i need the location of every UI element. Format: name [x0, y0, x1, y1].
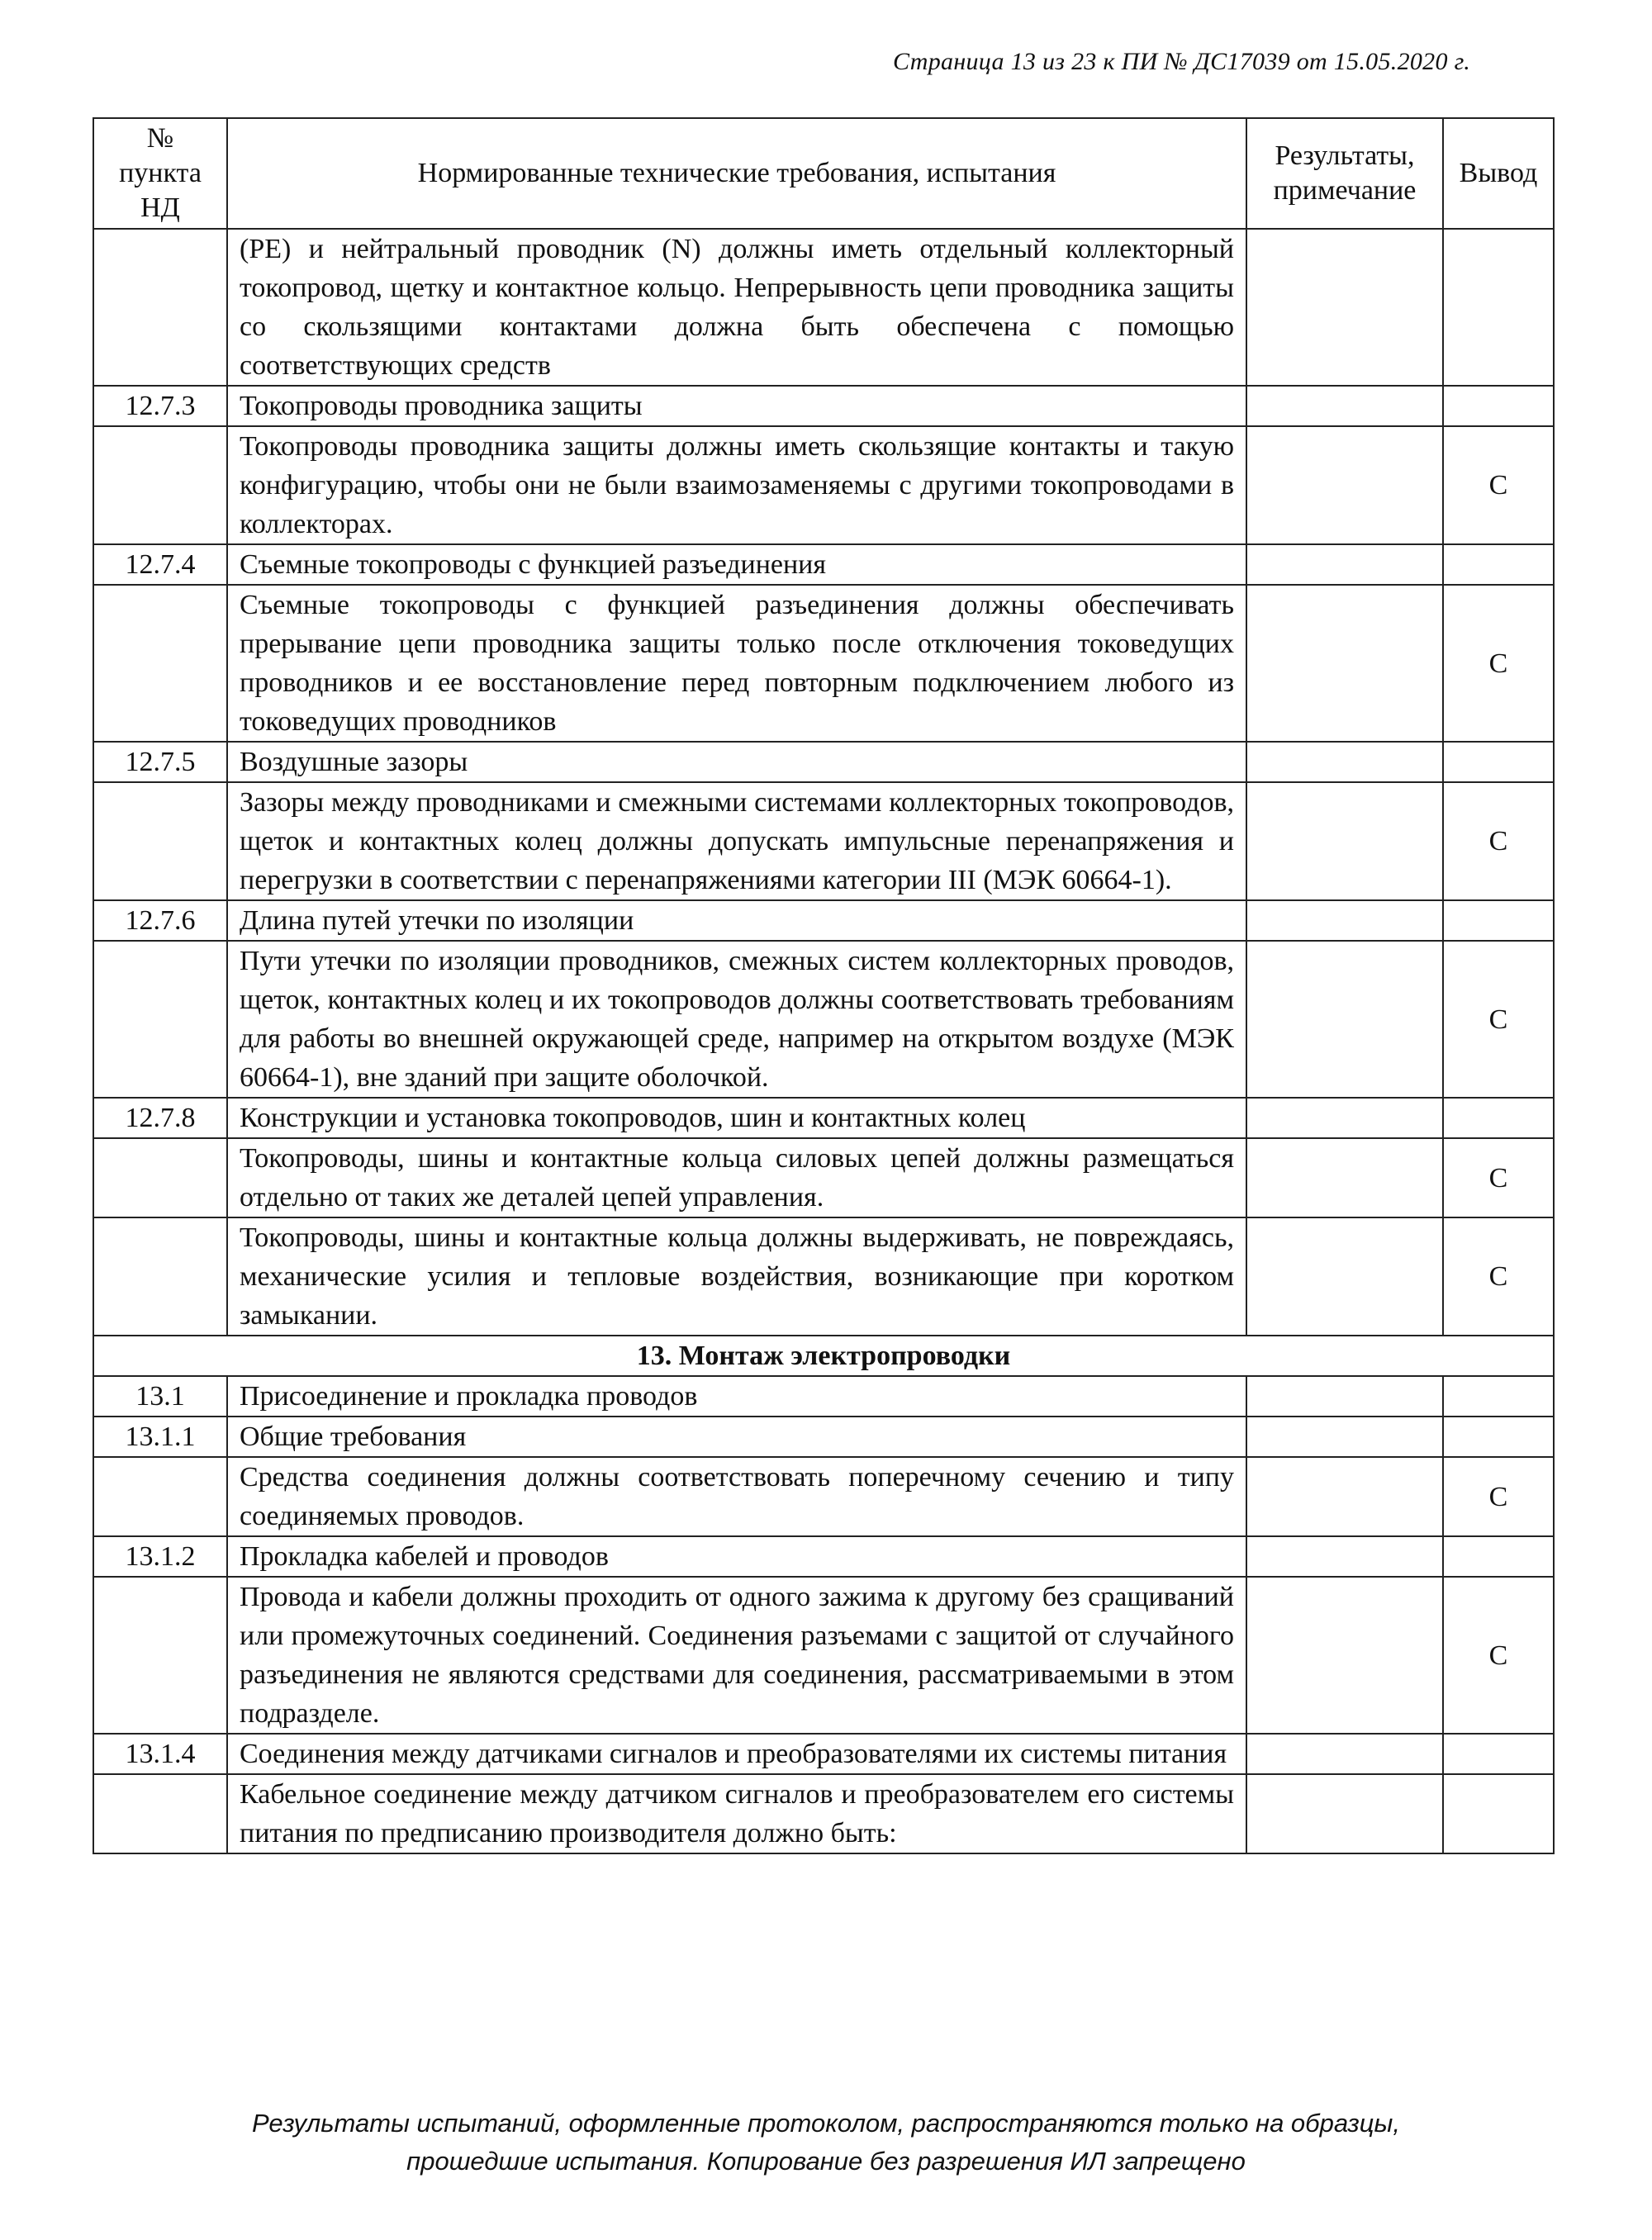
requirement-text: (PE) и нейтральный проводник (N) должны иметь отдельный коллекторный токопровод, щетку и контактное кольцо. Непрерывность цепи проводника защиты со скользящими контактами должна быть обеспечена с помощью соответствующих средств [227, 229, 1246, 386]
result-note [1246, 1138, 1443, 1217]
result-note [1246, 1734, 1443, 1774]
footer-disclaimer [0, 2105, 1652, 2181]
section-title: 13. Монтаж электропроводки [93, 1336, 1554, 1376]
table-header-row [93, 118, 1554, 229]
table-row [93, 386, 1554, 426]
column-header-results: Результаты, примечание [1246, 118, 1443, 229]
verdict [1443, 900, 1554, 941]
clause-number: 12.7.3 [93, 386, 227, 426]
requirement-text: Съемные токопроводы с функцией разъединения должны обеспечивать прерывание цепи проводника защиты только после отключения токоведущих проводников и ее восстановление перед повторным подключением любого из токоведущих проводников [227, 585, 1246, 742]
requirement-text: Присоединение и прокладка проводов [227, 1376, 1246, 1417]
requirement-text: Токопроводы, шины и контактные кольца силовых цепей должны размещаться отдельно от таких же деталей цепей управления. [227, 1138, 1246, 1217]
result-note [1246, 1774, 1443, 1853]
requirement-text: Общие требования [227, 1417, 1246, 1457]
clause-number: 13.1 [93, 1376, 227, 1417]
clause-number [93, 782, 227, 900]
clause-number [93, 585, 227, 742]
footer-line-1: Результаты испытаний, оформленные протоколом, распространяются только на образцы, [252, 2109, 1400, 2138]
requirement-text: Средства соединения должны соответствовать поперечному сечению и типу соединяемых проводов. [227, 1457, 1246, 1536]
clause-number [93, 1774, 227, 1853]
verdict: С [1443, 782, 1554, 900]
table-row [93, 1774, 1554, 1853]
verdict [1443, 1376, 1554, 1417]
verdict: С [1443, 1457, 1554, 1536]
column-header-requirements: Нормированные технические требования, испытания [227, 118, 1246, 229]
clause-number [93, 229, 227, 386]
requirement-text: Длина путей утечки по изоляции [227, 900, 1246, 941]
clause-number: 13.1.4 [93, 1734, 227, 1774]
table-row [93, 1098, 1554, 1138]
result-note [1246, 426, 1443, 544]
verdict [1443, 229, 1554, 386]
result-note [1246, 1417, 1443, 1457]
table-row [93, 900, 1554, 941]
clause-number: 12.7.8 [93, 1098, 227, 1138]
page-header: Страница 13 из 23 к ПИ № ДС17039 от 15.05.2020 г. [893, 48, 1470, 75]
clause-number: 12.7.4 [93, 544, 227, 585]
clause-number [93, 1457, 227, 1536]
result-note [1246, 1457, 1443, 1536]
table-row [93, 585, 1554, 742]
result-note [1246, 1577, 1443, 1734]
table-row [93, 1734, 1554, 1774]
table-row [93, 742, 1554, 782]
table-row [93, 426, 1554, 544]
requirement-text: Токопроводы проводника защиты должны иметь скользящие контакты и такую конфигурацию, чтобы они не были взаимозаменяемы с другими токопроводами в коллекторах. [227, 426, 1246, 544]
clause-number [93, 426, 227, 544]
clause-number [93, 1577, 227, 1734]
requirement-text: Конструкции и установка токопроводов, шин и контактных колец [227, 1098, 1246, 1138]
requirement-text: Съемные токопроводы с функцией разъединения [227, 544, 1246, 585]
column-header-clause: № пункта НД [93, 118, 227, 229]
requirement-text: Кабельное соединение между датчиком сигналов и преобразователем его системы питания по предписанию производителя должно быть: [227, 1774, 1246, 1853]
result-note [1246, 544, 1443, 585]
requirement-text: Токопроводы, шины и контактные кольца должны выдерживать, не повреждаясь, механические усилия и тепловые воздействия, возникающие при коротком замыкании. [227, 1217, 1246, 1336]
verdict [1443, 1734, 1554, 1774]
requirements-table [93, 117, 1555, 1854]
result-note [1246, 782, 1443, 900]
table-row [93, 941, 1554, 1098]
table-row [93, 229, 1554, 386]
requirement-text: Провода и кабели должны проходить от одного зажима к другому без сращиваний или промежуточных соединений. Соединения разъемами с защитой от случайного разъединения не являются средствами для соединения, рассматриваемыми в этом подразделе. [227, 1577, 1246, 1734]
verdict [1443, 1098, 1554, 1138]
table-row [93, 1376, 1554, 1417]
verdict [1443, 1536, 1554, 1577]
result-note [1246, 585, 1443, 742]
requirement-text: Токопроводы проводника защиты [227, 386, 1246, 426]
requirement-text: Прокладка кабелей и проводов [227, 1536, 1246, 1577]
table-row [93, 782, 1554, 900]
result-note [1246, 900, 1443, 941]
table-row [93, 1138, 1554, 1217]
table-row [93, 1417, 1554, 1457]
table-row [93, 544, 1554, 585]
section-heading-row [93, 1336, 1554, 1376]
verdict: С [1443, 426, 1554, 544]
result-note [1246, 386, 1443, 426]
verdict [1443, 386, 1554, 426]
result-note [1246, 742, 1443, 782]
verdict [1443, 742, 1554, 782]
result-note [1246, 229, 1443, 386]
clause-number [93, 941, 227, 1098]
verdict: С [1443, 1138, 1554, 1217]
clause-number: 12.7.6 [93, 900, 227, 941]
footer-line-2: прошедшие испытания. Копирование без разрешения ИЛ запрещено [406, 2147, 1246, 2176]
table-row [93, 1457, 1554, 1536]
clause-number: 13.1.1 [93, 1417, 227, 1457]
result-note [1246, 941, 1443, 1098]
verdict [1443, 1417, 1554, 1457]
verdict [1443, 544, 1554, 585]
result-note [1246, 1536, 1443, 1577]
verdict: С [1443, 585, 1554, 742]
table-body [93, 229, 1554, 1853]
column-header-verdict: Вывод [1443, 118, 1554, 229]
verdict: С [1443, 1577, 1554, 1734]
table-row [93, 1217, 1554, 1336]
verdict: С [1443, 1217, 1554, 1336]
result-note [1246, 1217, 1443, 1336]
table-row [93, 1536, 1554, 1577]
requirement-text: Пути утечки по изоляции проводников, смежных систем коллекторных проводов, щеток, контактных колец и их токопроводов должны соответствовать требованиям для работы во внешней окружающей среде, например на открытом воздухе (МЭК 60664-1), вне зданий при защите оболочкой. [227, 941, 1246, 1098]
clause-number: 13.1.2 [93, 1536, 227, 1577]
clause-number: 12.7.5 [93, 742, 227, 782]
table-row [93, 1577, 1554, 1734]
result-note [1246, 1098, 1443, 1138]
verdict [1443, 1774, 1554, 1853]
requirement-text: Воздушные зазоры [227, 742, 1246, 782]
clause-number [93, 1138, 227, 1217]
clause-number [93, 1217, 227, 1336]
requirement-text: Зазоры между проводниками и смежными системами коллекторных токопроводов, щеток и контактных колец должны допускать импульсные перенапряжения и перегрузки в соответствии с перенапряжениями категории III (МЭК 60664-1). [227, 782, 1246, 900]
requirement-text: Соединения между датчиками сигналов и преобразователями их системы питания [227, 1734, 1246, 1774]
verdict: С [1443, 941, 1554, 1098]
result-note [1246, 1376, 1443, 1417]
